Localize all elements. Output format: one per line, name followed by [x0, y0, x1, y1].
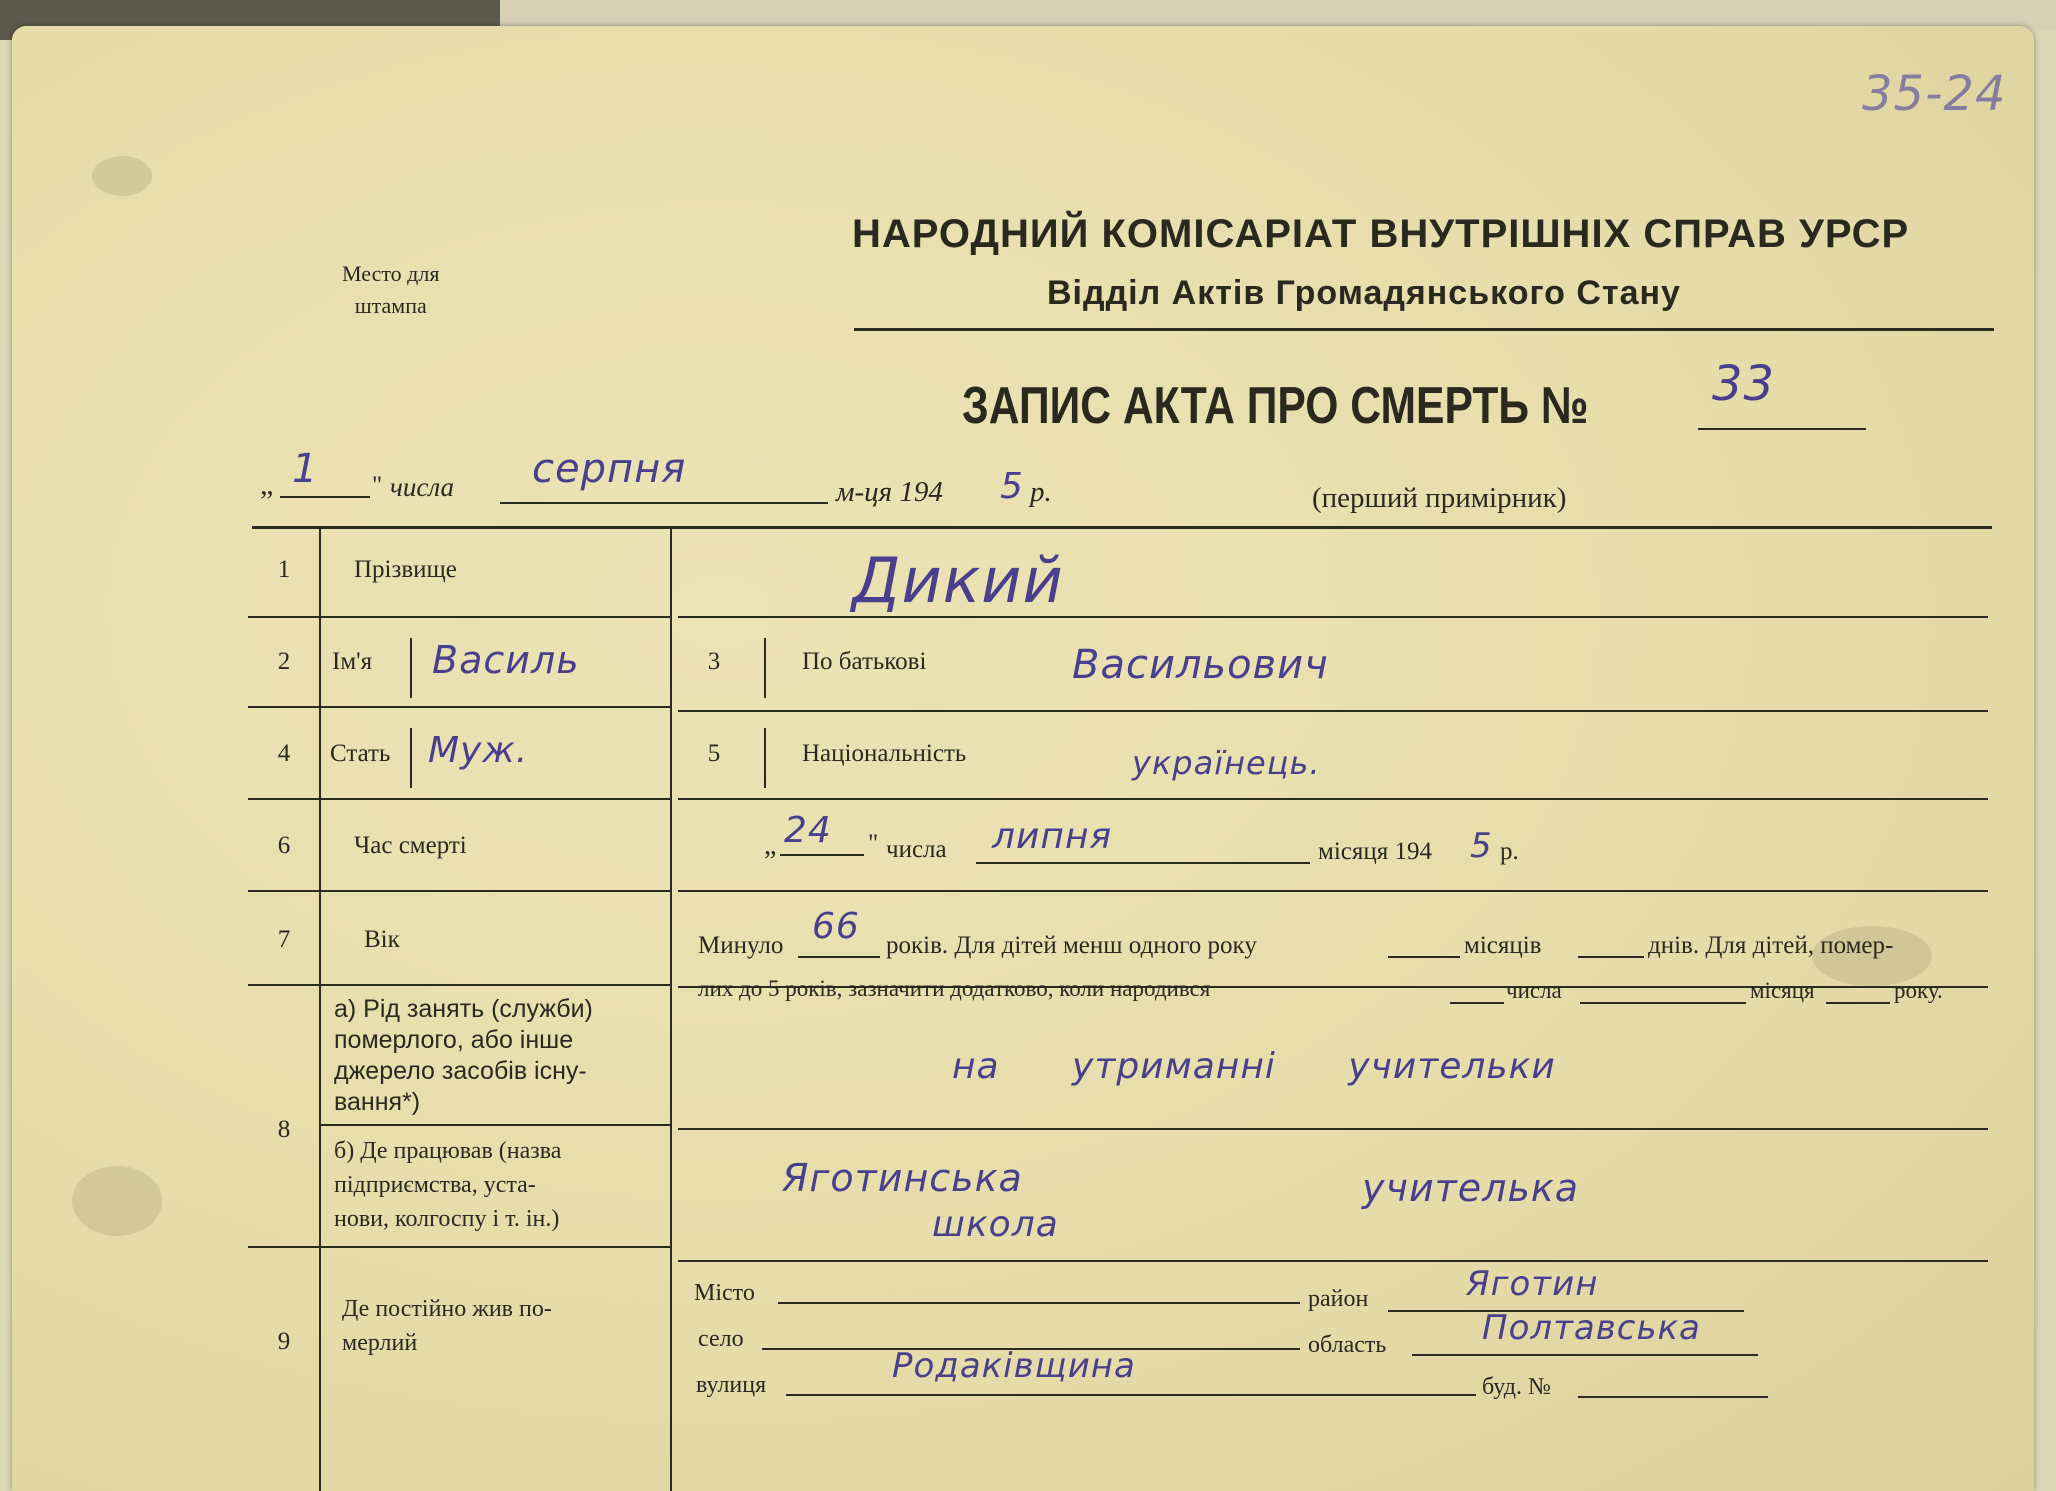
- age-value: 66: [812, 906, 860, 947]
- row2-number: 2: [277, 648, 291, 675]
- city-label: Місто: [694, 1280, 755, 1306]
- record-number-line: [1698, 428, 1866, 430]
- lbl-sep-2: [319, 706, 670, 708]
- lbl-sep-5: [319, 984, 670, 986]
- death-month-value: липня: [992, 816, 1113, 857]
- row4-number: 4: [277, 740, 291, 767]
- days-label: днів. Для дітей, помер-: [1648, 932, 1894, 959]
- house-label: буд. №: [1482, 1374, 1551, 1400]
- reg-year-digit: 5: [1000, 466, 1024, 507]
- ministry-heading: НАРОДНИЙ КОМІСАРІАТ ВНУТРІШНІХ СПРАВ УРСР: [852, 212, 1910, 256]
- reg-day-line: [280, 496, 370, 498]
- val-sep-7: [678, 1260, 1988, 1262]
- workplace-label: б) Де працював (назва підприємства, уста- нови, колгоспу і т. ін.): [334, 1138, 562, 1232]
- months-label: місяців: [1464, 932, 1542, 959]
- death-month-line: [976, 862, 1310, 864]
- col-divider-value: [670, 529, 672, 1491]
- lbl-sep-1: [319, 616, 670, 618]
- reg-year-suffix: р.: [1030, 476, 1052, 508]
- row1-number: 1: [277, 556, 291, 583]
- row6-number: 6: [277, 832, 291, 859]
- sex-value: Муж.: [428, 730, 529, 771]
- nationality-value: українець.: [1132, 744, 1321, 782]
- col-divider-label: [319, 529, 321, 1491]
- header-rule: [854, 328, 1994, 331]
- row5-divider: [764, 728, 766, 788]
- birth-month-line: [1580, 1002, 1746, 1004]
- num-sep-6: [248, 1246, 319, 1248]
- lbl-sep-7: [319, 1246, 670, 1248]
- days-line: [1578, 956, 1644, 958]
- row2-divider: [410, 638, 412, 698]
- age-rest: років. Для дітей менш одного року: [886, 932, 1257, 959]
- row3-divider: [764, 638, 766, 698]
- val-sep-2: [678, 710, 1988, 712]
- workplace-value-1: Яготинська: [782, 1156, 1023, 1200]
- row1-label: Прізвище: [354, 556, 457, 583]
- surname-value: Дикий: [852, 544, 1064, 617]
- street-line: [786, 1394, 1476, 1396]
- row5-label: Національність: [802, 740, 967, 767]
- residence-label: Де постійно жив по- мерлий: [342, 1296, 552, 1356]
- stamp-place-label: Место для штампа: [342, 261, 440, 318]
- department-heading: Відділ Актів Громадянського Стану: [1047, 274, 1681, 312]
- reg-quote-open: „: [260, 468, 274, 501]
- reg-month-line: [500, 502, 828, 504]
- birth-year-label: року.: [1894, 978, 1943, 1003]
- paper-stain: [72, 1166, 162, 1236]
- death-year-suffix: р.: [1500, 838, 1519, 865]
- copy-label: (перший примірник): [1312, 482, 1567, 514]
- death-year-digit: 5: [1470, 826, 1493, 866]
- row4-label: Стать: [330, 740, 391, 767]
- region-value: Полтавська: [1482, 1308, 1701, 1348]
- death-record-card: [12, 26, 2034, 1491]
- birth-year-line: [1826, 1002, 1890, 1004]
- archive-number: 35-24: [1862, 66, 2007, 122]
- months-line: [1388, 956, 1460, 958]
- reg-month-label: м-ця 194: [836, 476, 943, 508]
- num-sep-2: [248, 706, 319, 708]
- occupation-value: на утриманні учительки: [952, 1046, 1556, 1087]
- occupation-label: а) Рід занять (служби) померлого, або інше джерело засобів існу- вання*): [334, 995, 593, 1116]
- workplace-value-3: учителька: [1362, 1166, 1580, 1210]
- age-prefix: Минуло: [698, 932, 784, 959]
- row3-number: 3: [707, 648, 721, 675]
- region-line: [1412, 1354, 1758, 1356]
- val-sep-3: [678, 798, 1988, 800]
- row5-number: 5: [707, 740, 721, 767]
- birth-day-label: числа: [1506, 978, 1562, 1003]
- row8-number: 8: [277, 1116, 291, 1143]
- row2-label: Ім'я: [332, 648, 373, 675]
- row9-number: 9: [277, 1328, 291, 1355]
- num-sep-4: [248, 890, 319, 892]
- table-top-rule: [252, 526, 1992, 529]
- village-label: село: [698, 1326, 744, 1352]
- record-title: ЗАПИС АКТА ПРО СМЕРТЬ №: [962, 377, 1589, 435]
- age-line: [798, 956, 880, 958]
- region-label: область: [1308, 1332, 1387, 1358]
- city-line: [778, 1302, 1300, 1304]
- lbl-sep-3: [319, 798, 670, 800]
- num-sep-1: [248, 616, 319, 618]
- reg-day-value: 1: [292, 446, 319, 492]
- first-name-value: Василь: [432, 638, 580, 682]
- death-quote-open: „: [764, 830, 777, 861]
- death-day-value: 24: [784, 810, 832, 851]
- death-quote-close: ": [868, 830, 879, 857]
- district-value: Яготин: [1466, 1264, 1599, 1304]
- reg-month-value: серпня: [532, 446, 687, 492]
- age-line2-prefix: лих до 5 років, зазначити додатково, коли народився: [698, 976, 1211, 1001]
- birth-month-label: місяця: [1750, 978, 1815, 1003]
- row6-label: Час смерті: [354, 832, 467, 859]
- district-label: район: [1308, 1286, 1369, 1312]
- val-sep-4: [678, 890, 1988, 892]
- paper-stain: [92, 156, 152, 196]
- val-sep-6: [678, 1128, 1988, 1130]
- row4-divider: [410, 728, 412, 788]
- street-label: вулиця: [696, 1372, 767, 1398]
- row3-label: По батькові: [802, 648, 927, 675]
- workplace-value-2: школа: [932, 1204, 1059, 1245]
- num-sep-3: [248, 798, 319, 800]
- num-sep-5: [248, 984, 319, 986]
- record-number: 33: [1712, 356, 1776, 412]
- row7-label: Вік: [364, 926, 400, 953]
- reg-quote-close: ": [372, 472, 383, 499]
- patronymic-value: Васильович: [1072, 642, 1329, 688]
- lbl-sep-4: [319, 890, 670, 892]
- house-line: [1578, 1396, 1768, 1398]
- death-day-line: [780, 854, 864, 856]
- death-day-label: числа: [886, 836, 947, 863]
- street-value: Родаківщина: [892, 1346, 1136, 1386]
- lbl-sep-6: [319, 1124, 670, 1126]
- death-month-label: місяця 194: [1318, 838, 1432, 865]
- reg-day-label: числа: [390, 472, 454, 502]
- birth-day-line: [1450, 1002, 1504, 1004]
- row7-number: 7: [277, 926, 291, 953]
